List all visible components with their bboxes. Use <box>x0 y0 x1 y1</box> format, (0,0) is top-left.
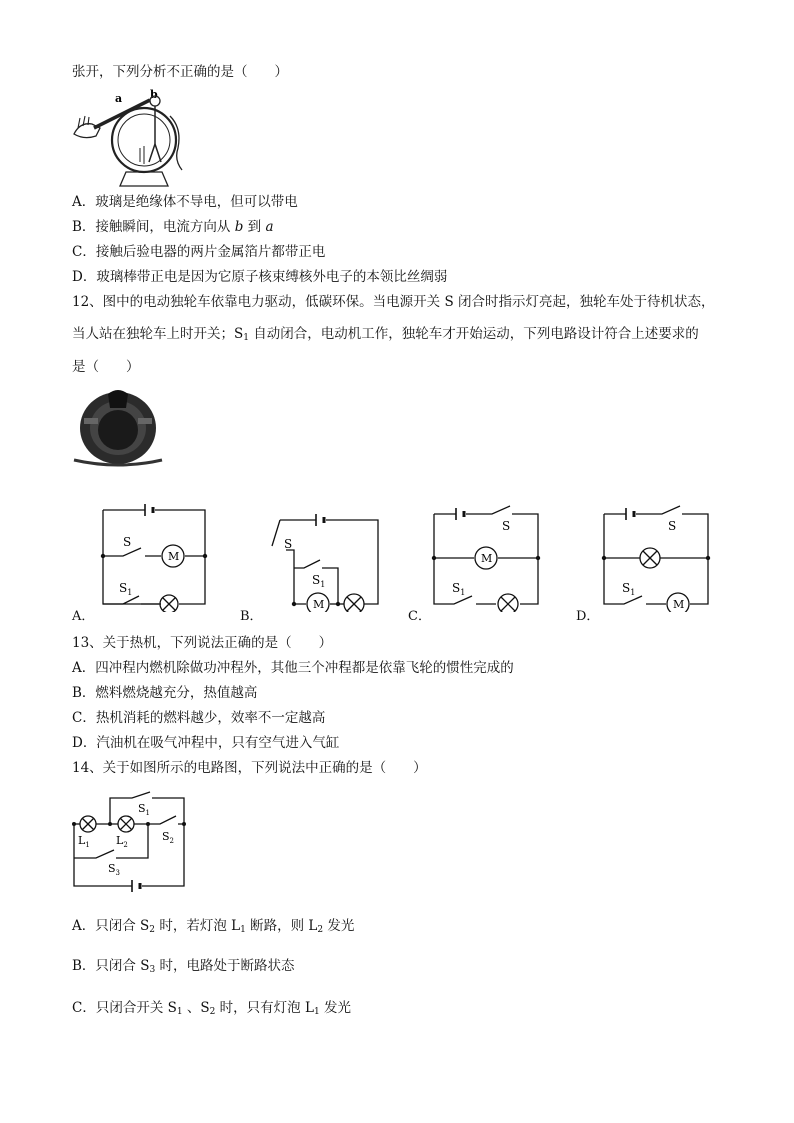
circuit-d <box>598 500 716 612</box>
q13-option-d: D．汽油机在吸气冲程中，只有空气进入气缸 <box>72 735 340 751</box>
circuit-b-switch-s-label: S <box>284 537 293 551</box>
q14-label-s3: $S_3$ <box>108 862 121 877</box>
circuit-d-motor-label: M <box>673 598 685 611</box>
electroscope-figure <box>70 88 195 190</box>
q13-option-a: A．四冲程内燃机除做功冲程外，其他三个冲程都是依靠飞轮的惯性完成的 <box>72 660 514 676</box>
q11-option-b: B．接触瞬间，电流方向从 b 到 a <box>72 219 274 235</box>
q13-option-b: B．燃料燃烧越充分，热值越高 <box>72 685 258 701</box>
q11-stem-tail: 张开，下列分析不正确的是（ ） <box>72 64 288 80</box>
q11-option-c: C．接触后验电器的两片金属箔片都带正电 <box>72 244 326 260</box>
circuit-c-switch-s-label: S <box>502 519 511 533</box>
circuit-b-motor-label: M <box>313 598 325 611</box>
q11-option-d: D．玻璃棒带正电是因为它原子核束缚核外电子的本领比丝绸弱 <box>72 269 448 285</box>
q14-circuit-figure <box>68 790 190 894</box>
q14-label-s2: $S_2$ <box>162 830 175 845</box>
q14-label-l2: $L_2$ <box>116 834 128 849</box>
circuit-d-switch-s-label: S <box>668 519 677 533</box>
circuit-a-motor-label: M <box>168 550 180 563</box>
circuit-c <box>428 500 546 612</box>
circuit-b-switch-s1-label: $S_1$ <box>312 573 326 589</box>
circuit-c-switch-s1-label: $S_1$ <box>452 581 466 597</box>
circuit-d-switch-s1-label: $S_1$ <box>622 581 636 597</box>
circuit-b <box>268 506 383 612</box>
q12-stem-line2: 当人站在独轮车上时开关；$S_1$ 自动闭合，电动机工作，独轮车才开始运动，下列电路设计符合上述要求的 <box>72 326 699 343</box>
q13-option-c: C．热机消耗的燃料越少，效率不一定越高 <box>72 710 326 726</box>
q14-stem: 14、关于如图所示的电路图，下列说法中正确的是（ ） <box>72 760 427 776</box>
q14-label-l1: $L_1$ <box>78 834 90 849</box>
q14-option-c: C．只闭合开关 $S_1$ 、$S_2$ 时，只有灯泡 $L_1$ 发光 <box>72 1000 351 1017</box>
circuit-a-switch-s-label: S <box>123 535 132 549</box>
q14-option-b: B．只闭合 $S_3$ 时，电路处于断路状态 <box>72 958 295 975</box>
q11-option-a: A．玻璃是绝缘体不导电，但可以带电 <box>72 194 298 210</box>
circuit-a <box>95 500 213 612</box>
fig-label-b: b <box>150 88 158 101</box>
q12-stem-line1: 12、图中的电动独轮车依靠电力驱动，低碳环保。当电源开关 S 闭合时指示灯亮起，独轮车处于待机状态， <box>72 294 715 310</box>
fig-label-a: a <box>115 92 123 105</box>
circuit-choice-a-label: A． <box>72 609 95 624</box>
q14-option-a: A．只闭合 $S_2$ 时，若灯泡 $L_1$ 断路，则 $L_2$ 发光 <box>72 918 355 935</box>
q14-label-s1: $S_1$ <box>138 802 151 817</box>
circuit-a-switch-s1-label: $S_1$ <box>119 581 133 597</box>
q12-stem-line3: 是（ ） <box>72 359 140 375</box>
circuit-choice-d-label: D． <box>576 609 600 624</box>
unicycle-image <box>72 388 164 468</box>
circuit-c-motor-label: M <box>481 552 493 565</box>
circuit-choice-b-label: B． <box>240 609 263 624</box>
q13-stem: 13、关于热机，下列说法正确的是（ ） <box>72 635 333 651</box>
circuit-choice-c-label: C． <box>408 609 431 624</box>
